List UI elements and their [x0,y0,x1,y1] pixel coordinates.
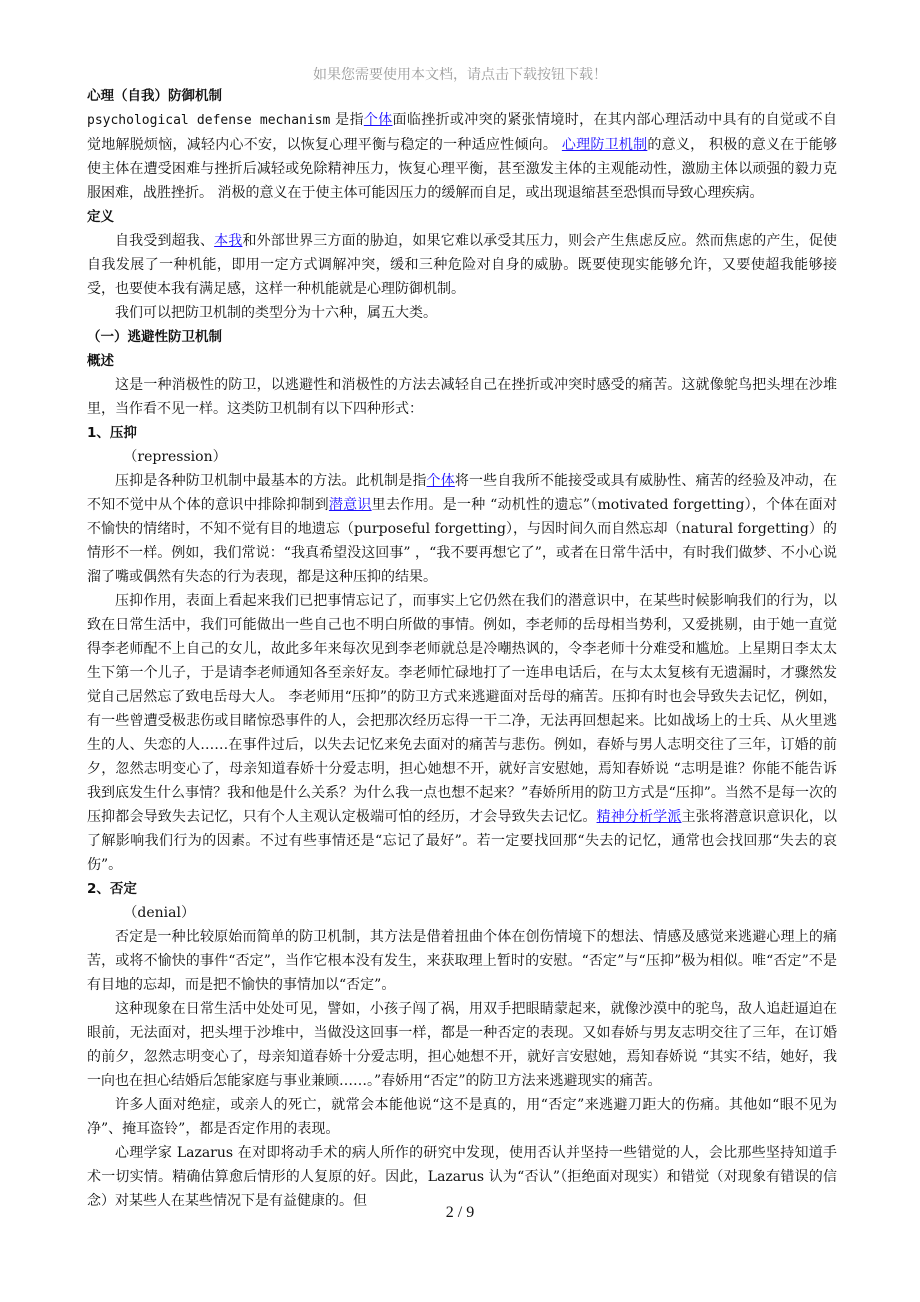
download-watermark-banner: 如果您需要使用本文档，请点击下载按钮下载！ [313,67,607,83]
text-run: 压抑作用，表面上看起来我们已把事情忘记了，而事实上它仍然在我们的潜意识中，在某些时候影响我们的行为，以致在日常生活中，我们可能做出一些自己也不明白所做的事情。例如，李老师的岳母相当势利，又爱挑剔，由于她一直觉得李老师配不上自己的女儿，故此多年来每次见到李老师就总是冷嘲热讽的，令李老师十分难受和尴尬。上星期日李太太生下第一个儿子，于是请李老师通知各至亲好友。李老师忙碌地打了一连串电话后，在与太太复核有无遗漏时，才骤然发觉自己居然忘了致电岳母大人。 李老师用“压抑”的防卫方式来逃避面对岳母的痛苦。压抑有时也会导致失去记忆，例如，有一些曾遭受极悲伤或目睹惊恐事件的人，会把那次经历忘得一干二净，无法再回想起来。比如战场上的士兵、从火里逃生的人、失恋的人……在事件过后，以失去记忆来免去面对的痛苦与悲伤。例如，春娇与男人志明交往了三年，订婚的前夕，忽然志明变心了，母亲知道春娇十分爱志明，担心她想不开，就好言安慰她，焉知春娇说 “志明是谁？你能不能告诉我到底发生什么事情？我和他是什么关系？为什么我一点也想不起来？”春娇所用的防卫方式是“压抑”。当然不是每一次的压抑都会导致失去记忆，只有个人主观认定极端可怕的经历，才会导致失去记忆。 [87,593,837,825]
text-run: 是指 [330,112,364,128]
text-run: （repression） [123,449,227,465]
paragraph [87,301,837,325]
paragraph [87,1093,837,1141]
paragraph [87,229,837,301]
page-number: 2 / 9 [445,1204,475,1221]
section-heading: （一）逃避性防卫机制 [87,329,222,345]
text-run: 否定是一种比较原始而简单的防卫机制，其方法是借着扭曲个体在创伤情境下的想法、情感及感觉来逃避心理上的痛苦，或将不愉快的事件“否定”，当作它根本没有发生，来获取理上暂时的安慰。“否定”与“压抑”极为相似。唯“否定”不是有目地的忘却，而是把不愉快的事情加以“否定”。 [87,929,837,993]
text-run: 和外部世界三方面的胁迫，如果它难以承受其压力，则会产生焦虑反应。然而焦虑的产生，促使自我发展了一种机能，即用一定方式调解冲突，缓和三种危险对自身的威胁。既要使现实能够允许，又要使超我能够接受，也要使本我有满足感，这样一种机能就是心理防御机制。 [87,233,838,297]
hyperlink[interactable]: 潜意识 [328,497,372,513]
text-run: （denial） [123,905,195,921]
text-run: psychological defense mechanism [87,113,331,128]
text-run: 我们可以把防卫机制的类型分为十六种，属五大类。 [115,305,437,321]
hyperlink[interactable]: 精神分析学派 [596,809,682,825]
text-run: 这种现象在日常生活中处处可见，譬如，小孩子闯了祸，用双手把眼睛蒙起来，就像沙漠中的驼鸟，敌人追赶逼迫在眼前，无法面对，把头埋于沙堆中，当做没这回事一样，都是一种否定的表现。又如春娇与男友志明交往了三年，在订婚的前夕，忽然志明变心了，母亲知道春娇十分爱志明，担心她想不开，就好言安慰她，焉知春娇说 “其实不结，她好，我一向也在担心结婚后怎能家庭与事业兼顾……。”春娇用“否定”的防卫方法来逃避现实的痛苦。 [87,1001,837,1089]
hyperlink[interactable]: 个体 [426,473,455,489]
section-heading: 心理（自我）防御机制 [87,88,222,104]
text-run: 许多人面对绝症，或亲人的死亡，就常会本能他说“这不是真的，用“否定”来逃避刀距大的伤痛。其他如“眼不见为净”、掩耳盗铃”，都是否定作用的表现。 [87,1097,837,1137]
english-term [87,445,837,469]
hyperlink[interactable]: 心理防卫机制 [561,137,648,153]
document-body [87,84,837,1213]
text-run: 的意义， 积极的意义在于能够使主体在遭受困难与挫折后减轻或免除精神压力，恢复心理平衡，甚至激发主体的主观能动性，激励主体以顽强的毅力克服困难，战胜挫折。 消极的意义在于使主体可能因压力的缓解而自足，或出现退缩甚至恐惧而导致心理疾病。 [87,137,838,201]
text-run: 将一些自我所不能接受或具有威胁性、痛苦的经验及冲动，在不知不觉中从个体的意识中排除抑制到 [87,473,838,513]
paragraph [87,1141,837,1213]
section-heading: 1、压抑 [87,425,137,441]
paragraph [87,108,837,205]
section-heading: 2、否定 [87,881,137,897]
text-run: 面临挫折或冲突的紧张情境时，在其内部心理活动中具有的自觉或不自觉地解脱烦恼，减轻内心不安，以恢复心理平衡与稳定的一种适应性倾向。 [87,112,837,153]
text-run: 这是一种消极性的防卫，以逃避性和消极性的方法去减轻自己在挫折或冲突时感受的痛苦。这就像鸵鸟把头埋在沙堆里，当作看不见一样。这类防卫机制有以下四种形式： [87,377,837,417]
paragraph [87,589,837,877]
text-run: 心理学家 Lazarus 在对即将动手术的病人所作的研究中发现，使用否认并坚持一些错觉的人，会比那些坚持知道手术一切实情。精确估算愈后情形的人复原的好。因此，Lazarus 认为“否认”（拒绝面对现实）和错觉（对现象有错误的信念）对某些人在某些情况下是有益健康的。但 [87,1145,837,1209]
text-run: 自我受到超我、 [115,233,215,249]
paragraph [87,469,837,589]
text-run: 压抑是各种防卫机制中最基本的方法。此机制是指 [115,473,427,489]
text-run: 主张将潜意识意识化，以了解影响我们行为的因素。不过有些事情还是“忘记了最好”。若一定要找回那“失去的记忆，通常也会找回那“失去的哀伤”。 [87,809,838,873]
hyperlink[interactable]: 个体 [363,112,393,128]
section-heading: 定义 [87,209,114,225]
english-term [87,901,837,925]
paragraph [87,373,837,421]
paragraph [87,925,837,997]
paragraph [87,997,837,1093]
hyperlink[interactable]: 本我 [214,233,243,249]
section-heading: 概述 [87,353,114,369]
text-run: 里去作用。是一种 “动机性的遗忘”（motivated forgetting），个体在面对不愉快的情绪时，不知不觉有目的地遗忘（purposeful forgetting），与因时间久而自然忘却（natural forgetting）的情形不一样。例如，我们常说：“我真希望没这回事” ，“我不要再想它了”，或者在日常牛活中，有时我们做梦、不小心说溜了嘴或偶然有失态的行为表现，都是这种压抑的结果。 [87,497,838,585]
